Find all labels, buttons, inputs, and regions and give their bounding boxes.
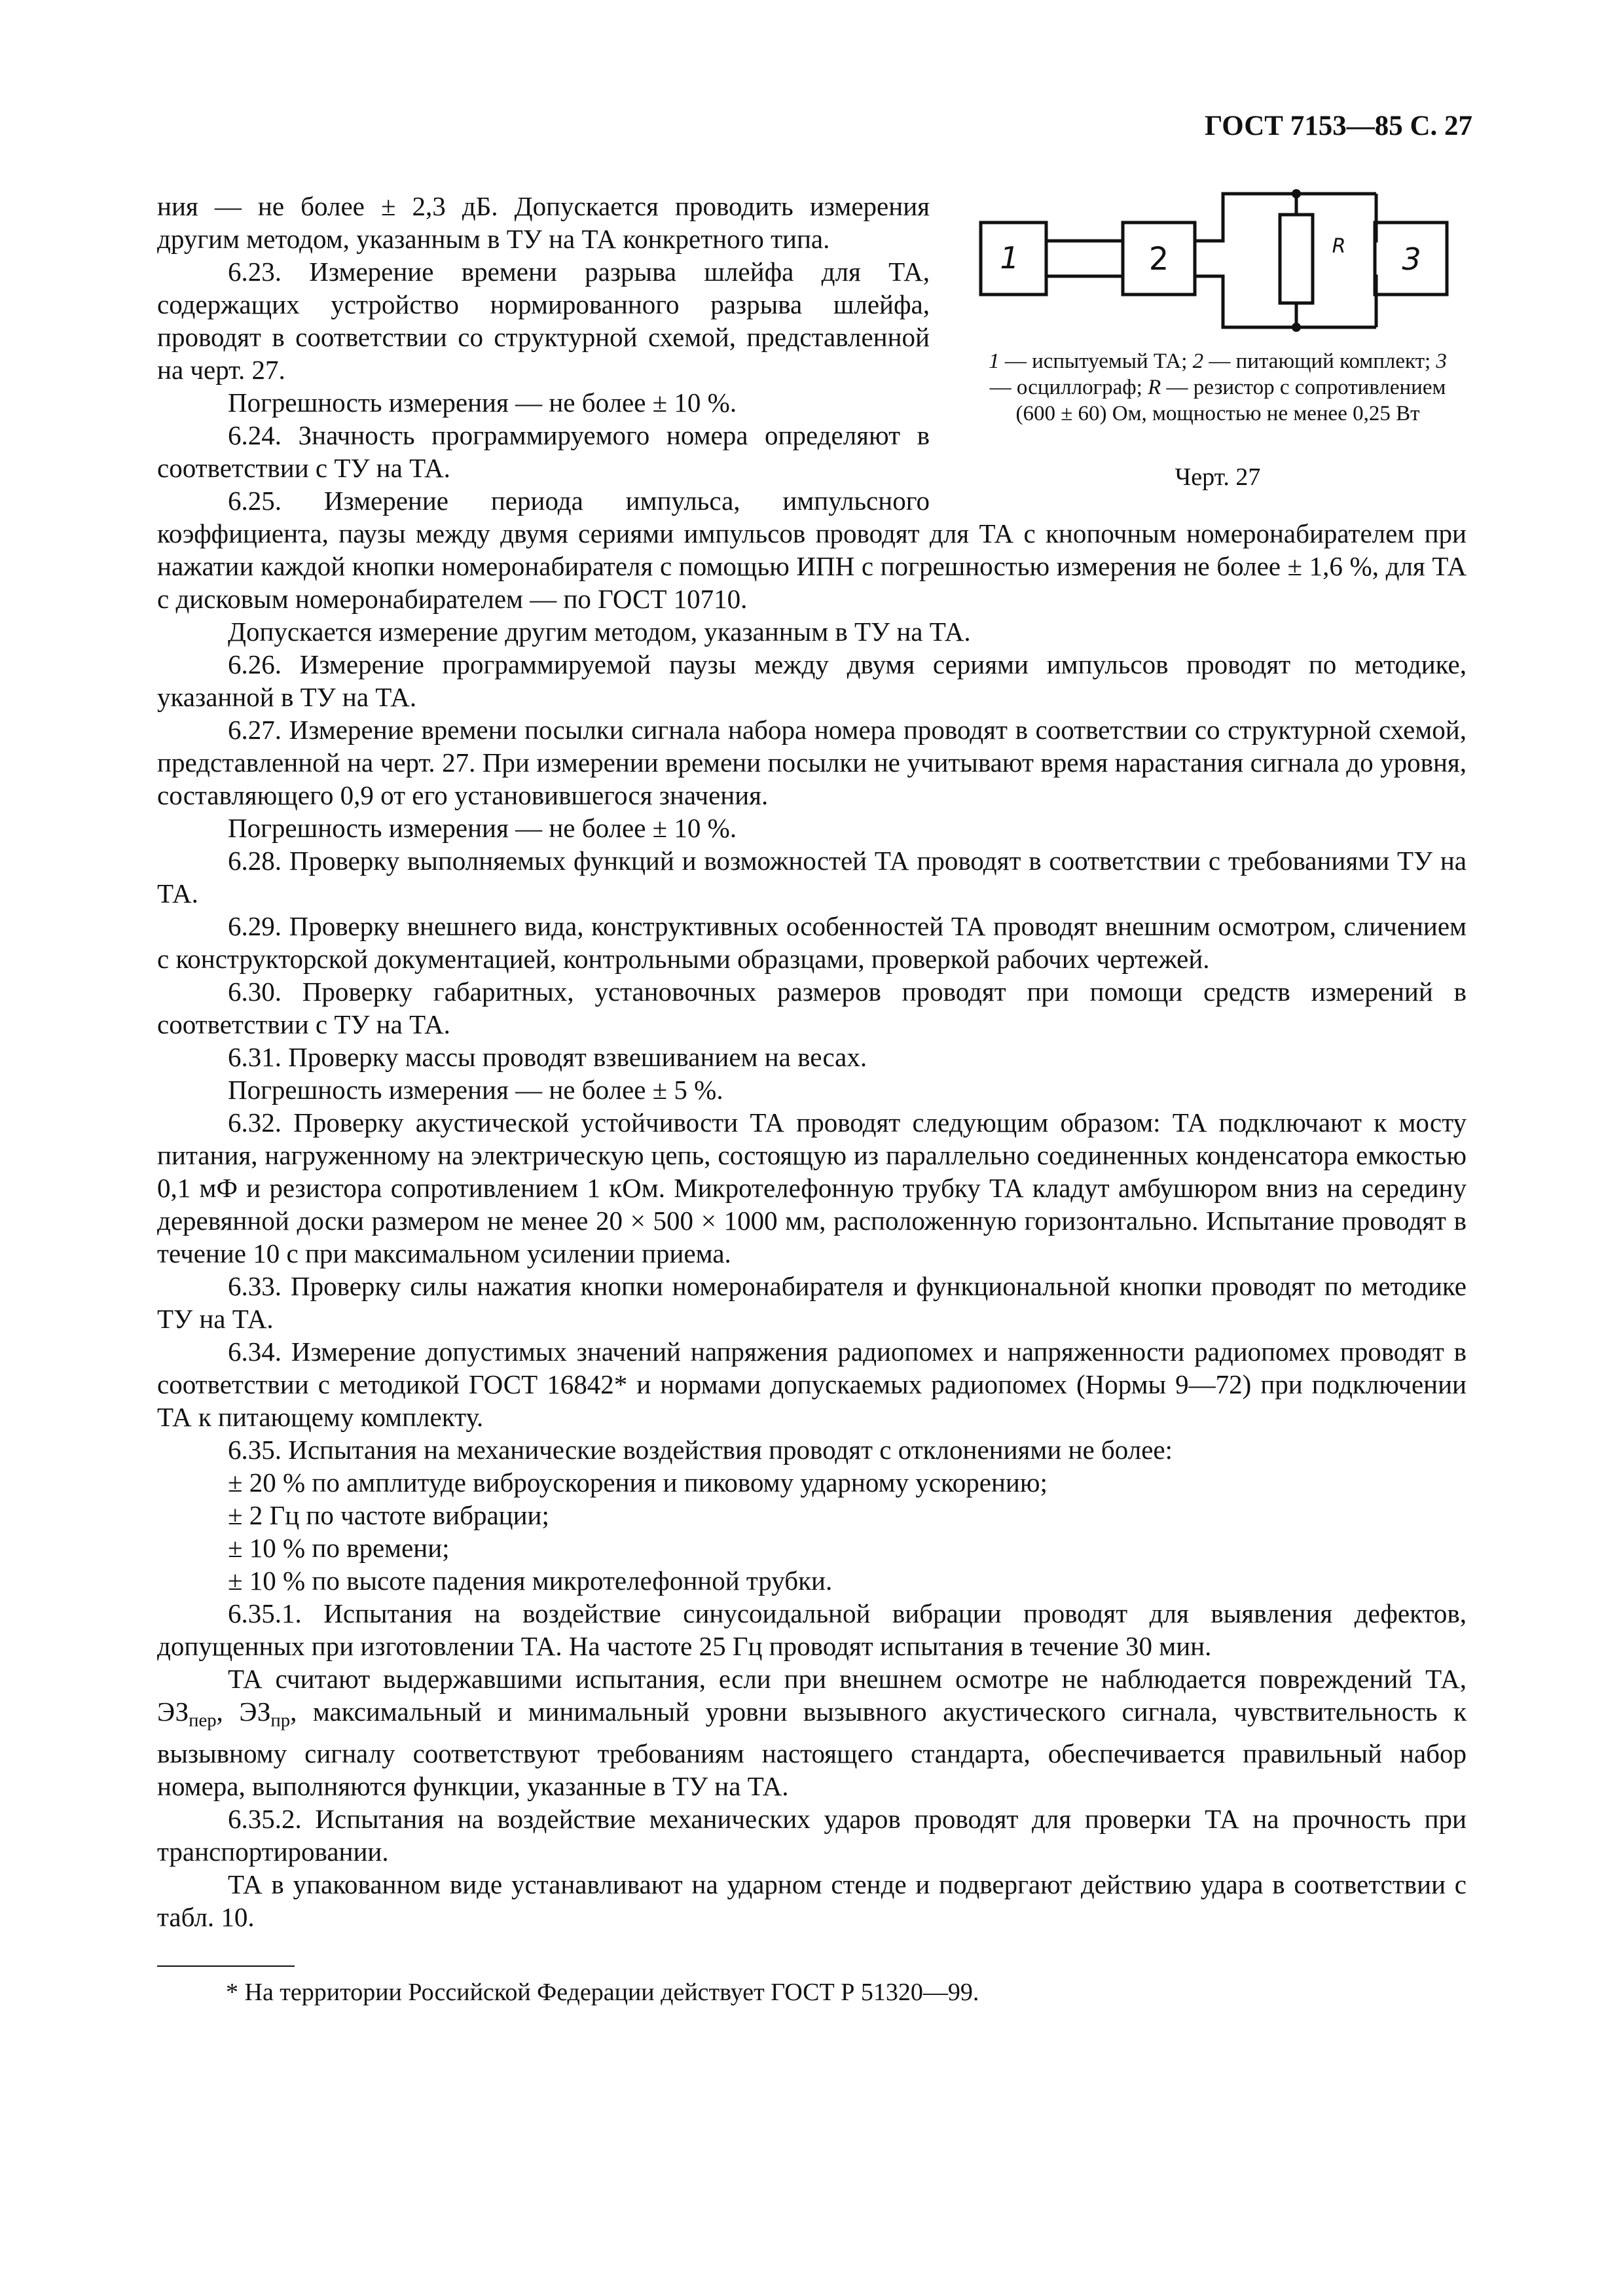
text-run: , ЭЗ <box>216 1696 271 1727</box>
paragraph: 6.33. Проверку силы нажатия кнопки номеронабирателя и функциональной кнопки проводят по методике ТУ на ТА. <box>157 1271 1467 1334</box>
paragraph: 6.32. Проверку акустической устойчивости ТА проводят следующим образом: ТА подключают к мосту питания, нагруженному на электрическую цепь, состоящую из параллельно соединенных конденсатора емкостью 0,1 мФ и резистора сопротивлением 1 кОм. Микротелефонную трубку ТА кладут амбушюром вниз на середину деревянной доски размером не менее 20 × 500 × 1000 мм, расположенную горизонтально. Испытание проводят в течение 10 с при максимальном усилении приема. <box>157 1107 1467 1268</box>
figure-27 <box>969 183 1467 493</box>
paragraph: 6.35. Испытания на механические воздействия проводят с отклонениями не более: <box>228 1435 1173 1465</box>
paragraph: 6.31. Проверку массы проводят взвешиванием на весах. <box>228 1042 867 1072</box>
paragraph: ния — не более ± 2,3 дБ. Допускается проводить измерения другим методом, указанным в ТУ на ТА конкретного типа. <box>157 191 930 254</box>
list-item: ± 20 % по амплитуде виброускорения и пиковому ударному ускорению; <box>228 1467 1048 1498</box>
paragraph: 6.23. Измерение времени разрыва шлейфа для ТА, содержащих устройство нормированного разрыва шлейфа, проводят в соответствии со структурной схемой, представленной на черт. 27. <box>157 257 930 385</box>
paragraph <box>157 1662 1467 1803</box>
legend-text: — резистор с сопротивлением (600 ± 60) Ом, мощностью не менее 0,25 Вт <box>1015 376 1446 425</box>
paragraph: Допускается измерение другим методом, указанным в ТУ на ТА. <box>228 617 971 647</box>
page-header: ГОСТ 7153—85 С. 27 <box>1204 111 1472 141</box>
legend-text: — питающий комплект; <box>1203 350 1436 373</box>
subscript: пр <box>270 1710 291 1731</box>
list-item: ± 10 % по времени; <box>228 1533 450 1563</box>
paragraph: 6.29. Проверку внешнего вида, конструктивных особенностей ТА проводят внешним осмотром, сличением с конструкторской документацией, контрольными образцами, проверкой рабочих чертежей. <box>157 911 1467 974</box>
legend-num: 2 <box>1192 350 1204 373</box>
text-run: ТА считают выдержавшими испытания, если при внешнем осмотре не наблюдается повреждений ТА, ЭЗ <box>157 1664 1467 1727</box>
text-run: , максимальный и минимальный уровни вызывного акустического сигнала, чувствительность к вызывному сигналу соответствуют требованиям настоящего стандарта, обеспечивается правильный набор номера, выполняются функции, указанные в ТУ на ТА. <box>157 1696 1467 1801</box>
paragraph: 6.34. Измерение допустимых значений напряжения радиопомех и напряженности радиопомех проводят в соответствии с методикой ГОСТ 16842* и нормами допускаемых радиопомех (Нормы 9—72) при подключении ТА к питающему комплекту. <box>157 1336 1467 1432</box>
legend-text: — испытуемый ТА; <box>999 350 1193 373</box>
legend-num: 1 <box>989 350 1000 373</box>
list-item: ± 10 % по высоте падения микротелефонной трубки. <box>228 1566 833 1596</box>
legend-num: R <box>1148 376 1161 399</box>
paragraph: 6.26. Измерение программируемой паузы между двумя сериями импульсов проводят по методике, указанной в ТУ на ТА. <box>157 649 1467 712</box>
legend-num: 3 <box>1436 350 1447 373</box>
paragraph: 6.28. Проверку выполняемых функций и возможностей ТА проводят в соответствии с требованиями ТУ на ТА. <box>157 846 1467 908</box>
paragraph: Погрешность измерения — не более ± 5 %. <box>228 1075 723 1105</box>
paragraph: 6.35.1. Испытания на воздействие синусоидальной вибрации проводят для выявления дефектов, допущенных при изготовлении ТА. На частоте 25 Гц проводят испытания в течение 30 мин. <box>157 1598 1467 1661</box>
paragraph: 6.24. Значность программируемого номера определяют в соответствии с ТУ на ТА. <box>157 420 930 483</box>
paragraph: 6.25. Измерение периода импульса, импульсного коэффициента, паузы между двумя сериями импульсов проводят для ТА с кнопочным номеронабирателем при нажатии каждой кнопки номеронабирателя с помощью ИПН с погрешностью измерения не более ± 1,6 %, для ТА с дисковым номеронабирателем — по ГОСТ 10710. <box>157 486 1467 614</box>
paragraph: Погрешность измерения — не более ± 10 %. <box>228 387 737 418</box>
subscript: пер <box>189 1710 217 1731</box>
figure-caption: Черт. 27 <box>1175 463 1261 491</box>
figure-legend <box>969 348 1467 427</box>
paragraph: ТА в упакованном виде устанавливают на ударном стенде и подвергают действию удара в соответствии с табл. 10. <box>157 1869 1467 1932</box>
paragraph: Погрешность измерения — не более ± 10 %. <box>228 813 737 843</box>
paragraph: 6.35.2. Испытания на воздействие механических ударов проводят для проверки ТА на прочность при транспортировании. <box>157 1803 1467 1867</box>
resistor-label: R <box>1332 235 1346 258</box>
paragraph: 6.27. Измерение времени посылки сигнала набора номера проводят в соответствии со структурной схемой, представленной на черт. 27. При измерении времени посылки не учитывают время нарастания сигнала до уровня, составляющего 0,9 от его установившегося значения. <box>157 715 1467 810</box>
paragraph: 6.30. Проверку габаритных, установочных размеров проводят при помощи средств измерений в соответствии с ТУ на ТА. <box>157 977 1467 1039</box>
block-3-label: 3 <box>1402 242 1421 277</box>
list-item: ± 2 Гц по частоте вибрации; <box>228 1500 549 1530</box>
footnote: * На территории Российской Федерации действует ГОСТ Р 51320—99. <box>226 1979 979 2006</box>
block-1-label: 1 <box>1000 240 1019 276</box>
block-2-label: 2 <box>1148 241 1169 278</box>
legend-text: — осциллограф; <box>989 376 1148 399</box>
footnote-rule <box>157 1965 295 1967</box>
structure-diagram <box>976 183 1460 340</box>
main-text <box>157 190 1467 1933</box>
